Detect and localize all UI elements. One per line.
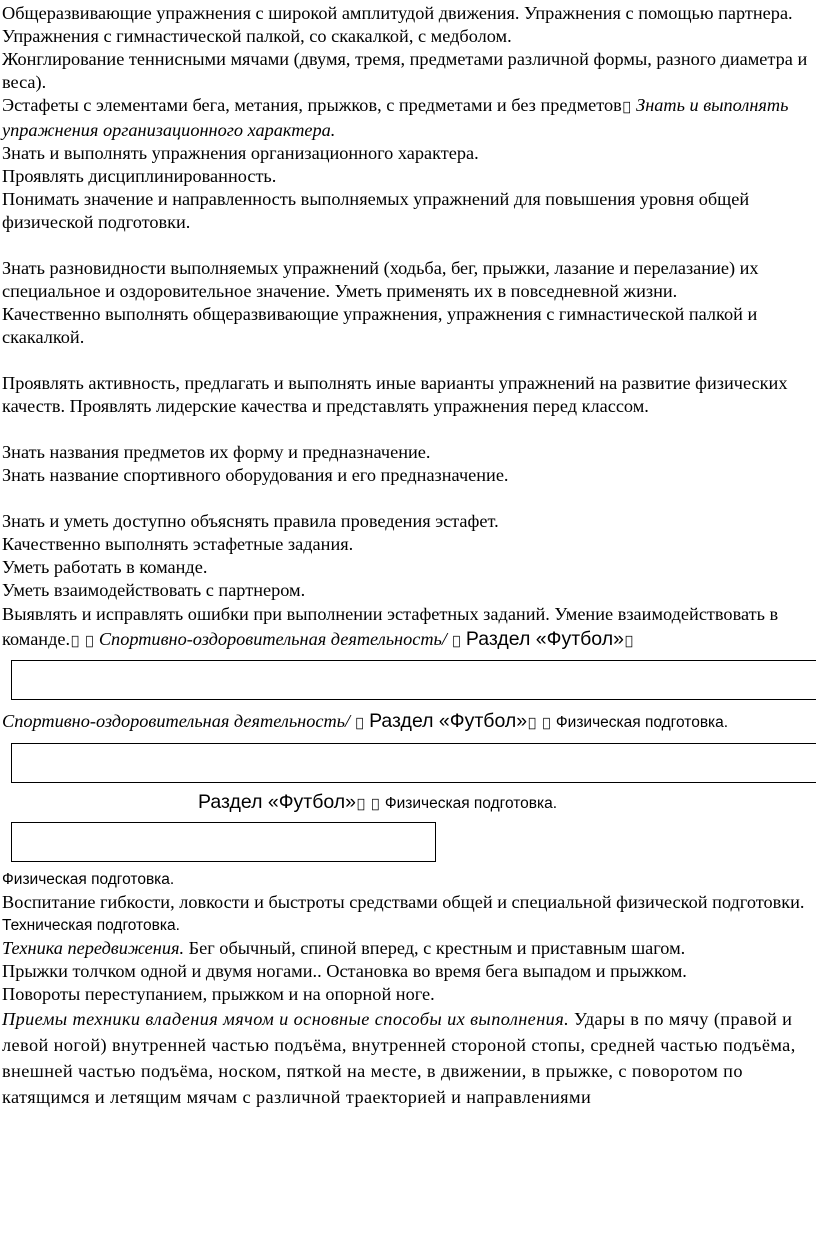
text-line: Уметь взаимодействовать с партнером. <box>2 580 306 600</box>
missing-glyph-icon <box>541 716 551 731</box>
missing-glyph-icon <box>452 634 462 649</box>
missing-glyph-icon <box>357 797 362 812</box>
document-page <box>2 2 814 1110</box>
slash-glyph: / <box>345 711 351 731</box>
text-line: Общеразвивающие упражнения с широкой амплитудой движения. Упражнения с помощью партнера. <box>2 3 793 23</box>
text-line: Воспитание гибкости, ловкости и быстроты средствами общей и специальной физической подготовки. <box>2 892 805 912</box>
text-line: Упражнения с гимнастической палкой, со скакалкой, с медболом. <box>2 26 512 46</box>
text-line: Знать названия предметов их форму и предназначение. <box>2 442 431 462</box>
missing-glyph-icon <box>370 797 380 812</box>
text-line: Знать разновидности выполняемых упражнений (ходьба, бег, прыжки, лазание и перелазание) их специальное и оздоровительное значение. Уметь применять их в повседневной жизни. <box>2 258 759 301</box>
text-line: Жонглирование теннисными мячами (двумя, тремя, предметами различной формы, разного диаметра и веса). <box>2 49 808 92</box>
empty-table-cell <box>11 660 816 700</box>
text-line: Качественно выполнять эстафетные задания. <box>2 534 354 554</box>
missing-glyph-icon <box>355 716 365 731</box>
text-line: Понимать значение и направленность выполняемых упражнений для повышения уровня общей физической подготовки. <box>2 189 750 232</box>
text-line: Знать название спортивного оборудования и его предназначение. <box>2 465 509 485</box>
empty-table-cell <box>11 822 436 862</box>
missing-glyph-icon <box>622 100 627 115</box>
text-line: Техника передвижения. Бег обычный, спиной вперед, с крестным и приставным шагом. <box>2 938 686 958</box>
text-line: Спортивно-оздоровительная деятельность/ Раздел «Футбол» Физическая подготовка. <box>2 710 696 732</box>
text-line: Физическая подготовка. <box>2 871 175 888</box>
text-line: Раздел «Футбол» Физическая подготовка. <box>198 791 537 813</box>
text-line: Проявлять активность, предлагать и выполнять иные варианты упражнений на развитие физических качеств. Проявлять лидерские качества и представлять упражнения перед классом. <box>2 373 788 416</box>
missing-glyph-icon <box>624 634 634 649</box>
slash-glyph: / <box>421 629 427 649</box>
text-line: Повороты переступанием, прыжком и на опорной ноге. <box>2 984 435 1004</box>
text-line: Знать и выполнять упражнения организационного характера. <box>2 143 479 163</box>
text-line: Техническая подготовка. <box>2 917 180 934</box>
missing-glyph-icon <box>515 716 520 731</box>
missing-glyph-icon <box>71 634 76 649</box>
text-line: Уметь работать в команде. <box>2 557 208 577</box>
text-line: Выявлять и исправлять ошибки при выполнении эстафетных заданий. Умение взаимодействовать в команде. Спортивно-оздоровительная деятельность/ Раздел «Футбол» <box>2 604 779 650</box>
text-line: Проявлять дисциплинированность. <box>2 166 277 186</box>
missing-glyph-icon <box>84 634 94 649</box>
text-line: Качественно выполнять общеразвивающие упражнения, упражнения с гимнастической палкой и скакалкой. <box>2 304 758 347</box>
text-line: Знать и уметь доступно объяснять правила проведения эстафет. <box>2 511 499 531</box>
empty-table-cell <box>11 743 816 783</box>
text-line: Эстафеты с элементами бега, метания, прыжков, с предметами и без предметов Знать и выполнять упражнения организационного характера. <box>2 95 781 140</box>
text-line: Прыжки толчком одной и двумя ногами.. Остановка во время бега выпадом и прыжком. <box>2 961 687 981</box>
text-line: Приемы техники владения мячом и основные способы их выполнения. Удары в по мячу (правой и левой ногой) внутренней частью подъёма, внутренней стороной стопы, средней частью подъёма, внешней частью подъёма, носком, пяткой на месте, в движении, в прыжке, с поворотом по катящимся и летящим мячам с различной траекторией и направлениями <box>2 1009 796 1107</box>
